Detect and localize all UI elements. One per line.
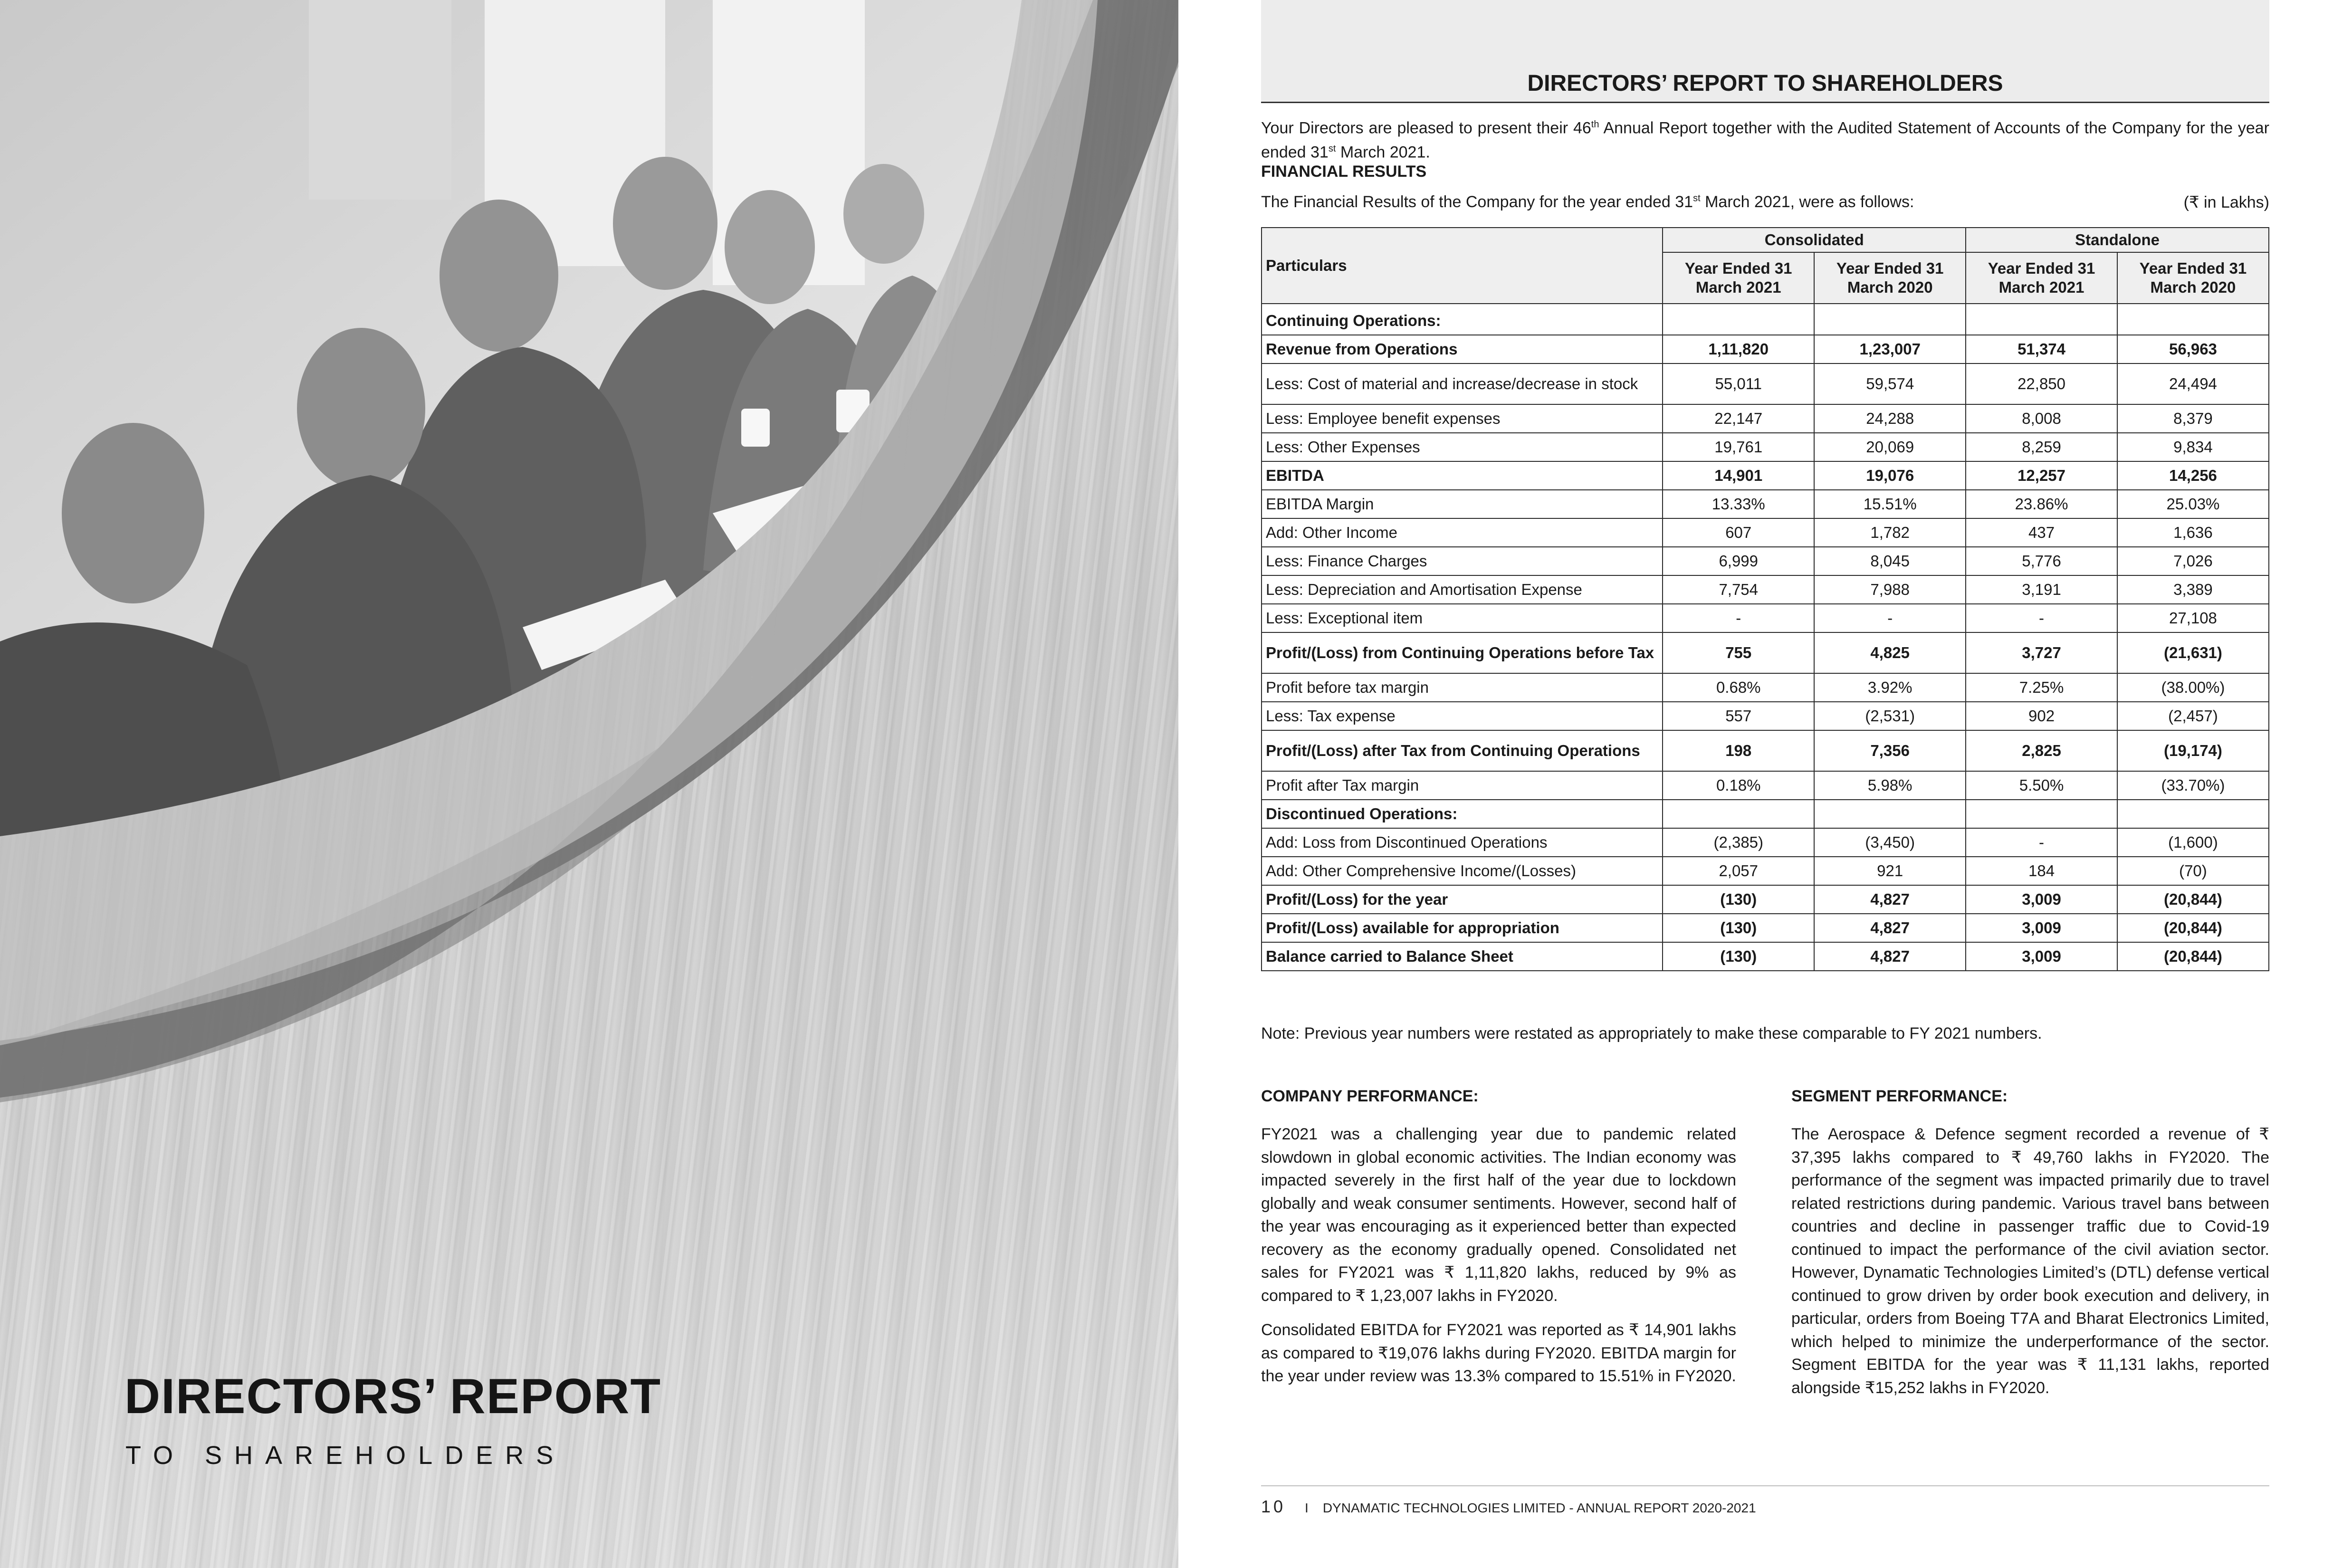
company-performance-section [1261, 1087, 1736, 1399]
financial-results-lead: The Financial Results of the Company for the year ended 31st March 2021, were as follows: [1261, 193, 1914, 211]
table-row: Add: Loss from Discontinued Operations (2,385) (3,450) - (1,600) [1262, 828, 2269, 857]
company-performance-paragraph-1: FY2021 was a challenging year due to pandemic related slowdown in global economic activities. The Indian economy was impacted severely in the first half of the year due to lockdown globally and weak consumer sentiments. However, second half of the year was encouraging as it experienced better than expected recovery as the economy gradually opened. Consolidated net sales for FY2021 was ₹ 1,11,820 lakhs, reduced by 9% as compared to ₹ 1,23,007 lakhs in FY2020. [1261, 1125, 1736, 1305]
table-row: Profit/(Loss) for the year (130) 4,827 3,009 (20,844) [1262, 885, 2269, 914]
particulars-header: Particulars [1262, 228, 1663, 304]
segment-performance-paragraph: The Aerospace & Defence segment recorded a revenue of ₹ 37,395 lakhs compared to ₹ 49,760 lakhs in FY2020. The performance of the segment was impacted primarily due to travel related restrictions during pandemic. Various travel bans between countries and decline in passenger traffic due to Covid-19 continued to impact the performance of the civil aviation sector. However, Dynamatic Technologies Limited’s (DTL) defense vertical continued to grow driven by order book execution and delivery, in particular, orders from Boeing T7A and Bharat Electronics Limited, which helped to minimize the underperformance of the sector. Segment EBITDA for the year was ₹ 11,131 lakhs, reported alongside ₹15,252 lakhs in FY2020. [1791, 1125, 2269, 1397]
table-row: Profit/(Loss) available for appropriation (130) 4,827 3,009 (20,844) [1262, 914, 2269, 942]
col-header-stand-2020: Year Ended 31 March 2020 [2117, 252, 2269, 304]
table-row: Add: Other Income 607 1,782 437 1,636 [1262, 518, 2269, 547]
units-label: (₹ in Lakhs) [2183, 193, 2269, 211]
table-row-discontinued-heading: Discontinued Operations: [1262, 800, 2269, 828]
cover-title: DIRECTORS’ REPORT [124, 1369, 662, 1424]
table-row: Less: Depreciation and Amortisation Expense 7,754 7,988 3,191 3,389 [1262, 575, 2269, 604]
table-row: Less: Tax expense 557 (2,531) 902 (2,457) [1262, 702, 2269, 730]
financial-results-heading: FINANCIAL RESULTS [1261, 163, 1427, 181]
footer-rule [1261, 1485, 2269, 1486]
table-row: Less: Exceptional item - - - 27,108 [1262, 604, 2269, 632]
col-header-stand-2021: Year Ended 31 March 2021 [1966, 252, 2117, 304]
table-row: EBITDA Margin 13.33% 15.51% 23.86% 25.03% [1262, 490, 2269, 518]
table-row: Profit after Tax margin 0.18% 5.98% 5.50% (33.70%) [1262, 771, 2269, 800]
standalone-header: Standalone [1966, 228, 2269, 252]
table-row: Revenue from Operations 1,11,820 1,23,007 51,374 56,963 [1262, 335, 2269, 363]
footer-separator: I [1305, 1501, 1309, 1515]
segment-performance-heading: SEGMENT PERFORMANCE: [1791, 1087, 2008, 1105]
page-number: 10 [1261, 1497, 1286, 1516]
table-row: Profit before tax margin 0.68% 3.92% 7.25% (38.00%) [1262, 673, 2269, 702]
report-title: DIRECTORS’ REPORT TO SHAREHOLDERS [1527, 71, 2003, 96]
consolidated-header: Consolidated [1663, 228, 1966, 252]
intro-paragraph: Your Directors are pleased to present their 46th Annual Report together with the Audited Statement of Accounts of the Company for the year ended 31st March 2021. [1261, 119, 2269, 162]
table-row-pat: Profit/(Loss) after Tax from Continuing Operations 198 7,356 2,825 (19,174) [1262, 730, 2269, 771]
table-row: Less: Employee benefit expenses 22,147 24,288 8,008 8,379 [1262, 404, 2269, 433]
cover-subtitle: TO SHAREHOLDERS [125, 1441, 566, 1470]
page-footer [1261, 1497, 1756, 1517]
footer-text: DYNAMATIC TECHNOLOGIES LIMITED - ANNUAL REPORT 2020-2021 [1322, 1501, 1756, 1515]
col-header-cons-2020: Year Ended 31 March 2020 [1814, 252, 1966, 304]
table-row: Less: Finance Charges 6,999 8,045 5,776 7,026 [1262, 547, 2269, 575]
col-header-cons-2021: Year Ended 31 March 2021 [1663, 252, 1814, 304]
table-row: Less: Cost of material and increase/decrease in stock 55,011 59,574 22,850 24,494 [1262, 363, 2269, 404]
table-row: Less: Other Expenses 19,761 20,069 8,259 9,834 [1262, 433, 2269, 461]
title-rule [1261, 102, 2269, 103]
table-row: Add: Other Comprehensive Income/(Losses) 2,057 921 184 (70) [1262, 857, 2269, 885]
table-note: Note: Previous year numbers were restated as appropriately to make these comparable to FY 2021 numbers. [1261, 1024, 2042, 1042]
table-row: Continuing Operations: [1262, 304, 2269, 335]
table-row: Balance carried to Balance Sheet (130) 4,827 3,009 (20,844) [1262, 942, 2269, 971]
company-performance-heading: COMPANY PERFORMANCE: [1261, 1087, 1479, 1105]
table-row-pbt: Profit/(Loss) from Continuing Operations before Tax 755 4,825 3,727 (21,631) [1262, 632, 2269, 673]
financial-results-table [1261, 227, 2269, 971]
table-row-ebitda: EBITDA 14,901 19,076 12,257 14,256 [1262, 461, 2269, 490]
segment-performance-section [1791, 1087, 2269, 1411]
report-page [1178, 0, 2352, 1568]
company-performance-paragraph-2: Consolidated EBITDA for FY2021 was reported as ₹ 14,901 lakhs as compared to ₹19,076 lakhs during FY2020. EBITDA margin for the year under review was 13.3% compared to 15.51% in FY2020. [1261, 1321, 1736, 1385]
